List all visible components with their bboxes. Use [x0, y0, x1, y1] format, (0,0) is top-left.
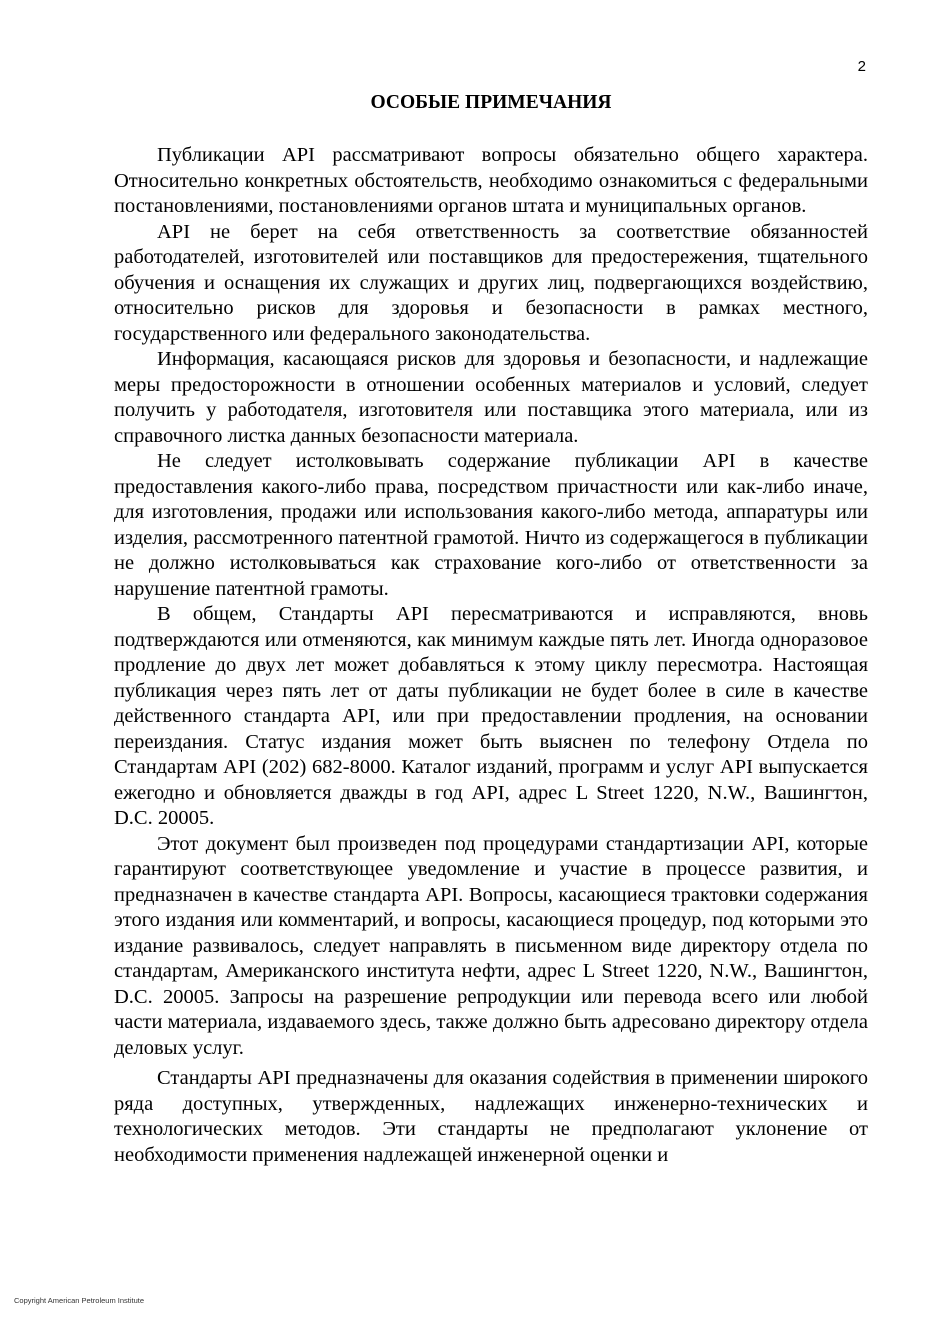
- paragraph-3: Информация, касающаяся рисков для здоровья и безопасности, и надлежащие меры предосторожности в отношении особенных материалов и условий, следует получить у работодателя, изготовителя или поставщика этого материала, или из справочного листка данных безопасности материала.: [114, 348, 868, 447]
- document-body: [114, 143, 868, 1168]
- paragraph-7: Стандарты API предназначены для оказания содействия в применении широкого ряда доступных, утвержденных, надлежащих инженерно-технических и технологических методов. Эти стандарты не предполагают уклонение от необходимости применения надлежащей инженерной оценки и: [114, 1067, 868, 1166]
- paragraph-1: Публикации API рассматривают вопросы обязательно общего характера. Относительно конкретных обстоятельств, необходимо ознакомиться с федеральными постановлениями, постановлениями органов штата и муниципальных органов.: [114, 144, 868, 217]
- copyright-notice: Copyright American Petroleum Institute: [14, 1296, 145, 1305]
- page-number: 2: [857, 58, 866, 75]
- paragraph-5: В общем, Стандарты API пересматриваются и исправляются, вновь подтверждаются или отменяются, как минимум каждые пять лет. Иногда одноразовое продление до двух лет может добавляться к этому циклу пересмотра. Настоящая публикация через пять лет от даты публикации не будет более в силе в качестве действенного стандарта API, или при предоставлении продления, на основании переиздания. Статус издания может быть выяснен по телефону Отдела по Стандартам API (202) 682-8000. Каталог изданий, программ и услуг API выпускается ежегодно и обновляется дважды в год API, адрес L Street 1220, N.W., Вашингтон, D.C. 20005.: [114, 603, 868, 829]
- paragraph-2: API не берет на себя ответственность за соответствие обязанностей работодателей, изготовителей или поставщиков для предостережения, тщательного обучения и оснащения их служащих и других лиц, подвергающихся воздействию, относительно рисков для здоровья и безопасности в рамках местного, государственного или федерального законодательства.: [114, 220, 868, 345]
- paragraph-6: Этот документ был произведен под процедурами стандартизации API, которые гарантируют соответствующее уведомление и участие в процессе развития, и предназначен в качестве стандарта API. Вопросы, касающиеся трактовки содержания этого издания или комментарий, и вопросы, касающиеся процедур, под которыми это издание развивалось, следует направлять в письменном виде директору отдела по стандартам, Американского института нефти, адрес L Street 1220, N.W., Вашингтон, D.C. 20005. Запросы на разрешение репродукции или перевода всего или любой части материала, издаваемого здесь, также должно быть адресовано директору отдела деловых услуг.: [114, 832, 868, 1059]
- paragraph-4: Не следует истолковывать содержание публикации API в качестве предоставления какого-либо права, посредством причастности или как-либо иначе, для изготовления, продажи или использования какого-либо метода, аппаратуры или изделия, рассмотренного патентной грамотой. Ничто из содержащегося в публикации не должно истолковываться как страхование кого-либо от ответственности за нарушение патентной грамоты.: [114, 450, 868, 600]
- page-title: ОСОБЫЕ ПРИМЕЧАНИЯ: [370, 92, 612, 113]
